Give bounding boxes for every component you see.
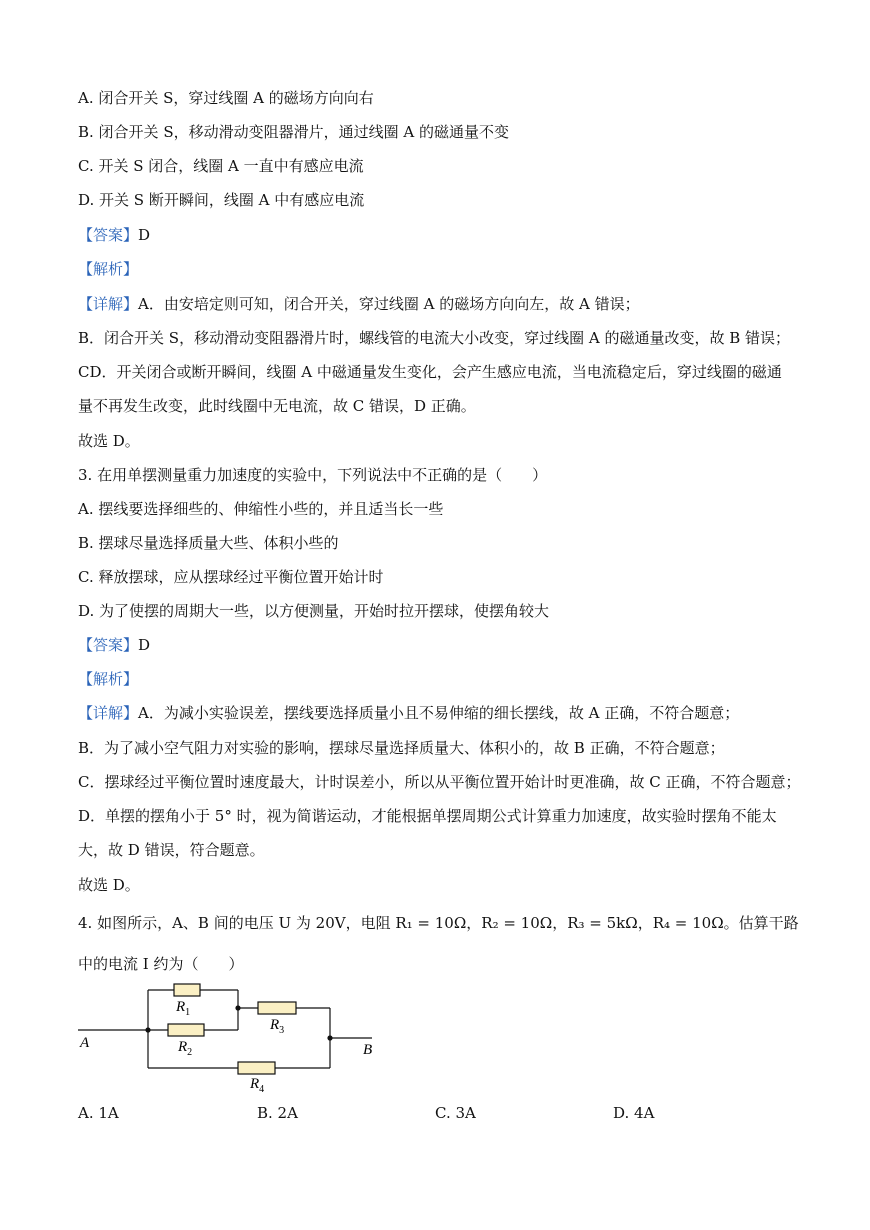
q4-option-a: A. 1A [78,1104,119,1122]
resistor-r3 [258,1002,296,1014]
r4-symbol: R [250,1076,260,1092]
resistor-r1 [174,984,200,996]
r3-subscript: 3 [279,1025,285,1036]
r4-subscript: 4 [259,1084,265,1095]
q3-detail-line: C．摆球经过平衡位置时速度最大，计时误差小，所以从平衡位置开始计时更准确，故 C 正确，不符合题意； [78,773,801,791]
q4-stem-line2: 中的电流 I 约为（ ） [78,955,244,973]
q3-detail-line: 大，故 D 错误，符合题意。 [78,841,265,859]
r2-symbol: R [178,1039,188,1055]
q3-detail-line: B．为了减小空气阻力对实验的影响，摆球尽量选择质量大、体积小的，故 B 正确，不符合题意； [78,739,725,757]
q2-option-d: D. 开关 S 断开瞬间，线圈 A 中有感应电流 [78,191,365,209]
r1-label [175,999,190,1018]
q4-option-c: C. 3A [435,1104,476,1122]
detail-tag: 【详解】 [78,704,139,722]
r2-subscript: 2 [187,1047,193,1058]
q3-option-c: C. 释放摆球，应从摆球经过平衡位置开始计时 [78,568,384,586]
q4-stem-line1: 4. 如图所示，A、B 间的电压 U 为 20V，电阻 R₁ = 10Ω，R₂ = 10Ω，R₃ = 5kΩ，R₄ = 10Ω。估算干路 [78,914,799,932]
answer-value: D [138,636,151,654]
r3-label [269,1017,284,1036]
q2-conclusion: 故选 D。 [78,432,140,450]
r1-subscript: 1 [185,1007,191,1018]
q3-option-d: D. 为了使摆的周期大一些，以方便测量，开始时拉开摆球，使摆角较大 [78,602,550,620]
q2-analysis-tag: 【解析】 [78,260,139,278]
q2-answer [78,225,150,245]
q2-detail-line: B．闭合开关 S，移动滑动变阻器滑片时，螺线管的电流大小改变，穿过线圈 A 的磁通量改变，故 B 错误； [78,329,790,347]
q2-option-a: A. 闭合开关 S，穿过线圈 A 的磁场方向向右 [78,89,374,107]
detail-tag: 【详解】 [78,295,139,313]
q3-detail-line: D．单摆的摆角小于 5° 时，视为简谐运动，才能根据单摆周期公式计算重力加速度，故实验时摆角不能太 [78,807,777,825]
q3-option-a: A. 摆线要选择细些的、伸缩性小些的，并且适当长一些 [78,500,444,518]
junction-dot [327,1035,332,1040]
circuit-wires [78,990,372,1068]
r3-symbol: R [270,1017,280,1033]
q2-option-b: B. 闭合开关 S，移动滑动变阻器滑片，通过线圈 A 的磁通量不变 [78,123,509,141]
answer-tag: 【答案】 [78,636,139,654]
q3-analysis-tag: 【解析】 [78,670,139,688]
r1-symbol: R [176,999,186,1015]
q2-detail-line: CD．开关闭合或断开瞬间，线圈 A 中磁通量发生变化，会产生感应电流，当电流稳定后，穿过线圈的磁通 [78,363,782,381]
circuit-diagram [70,972,390,1098]
q2-detail-line [78,294,640,314]
q2-detail-line: 量不再发生改变，此时线圈中无电流，故 C 错误，D 正确。 [78,397,476,415]
q4-option-b: B. 2A [257,1104,298,1122]
q3-option-b: B. 摆球尽量选择质量大些、体积小些的 [78,534,339,552]
q3-stem: 3. 在用单摆测量重力加速度的实验中，下列说法中不正确的是（ ） [78,466,548,484]
terminal-b-label: B [363,1042,373,1058]
answer-tag: 【答案】 [78,226,139,244]
answer-value: D [138,226,151,244]
q2-option-c: C. 开关 S 闭合，线圈 A 一直中有感应电流 [78,157,364,175]
junction-dot [145,1027,150,1032]
r2-label [177,1039,192,1058]
q4-option-d: D. 4A [613,1104,655,1122]
q3-detail-line [78,703,739,723]
junction-dot [235,1005,240,1010]
r4-label [249,1076,264,1095]
q3-answer [78,635,150,655]
resistor-r2 [168,1024,204,1036]
resistor-r4 [238,1062,275,1074]
q3-conclusion: 故选 D。 [78,876,140,894]
terminal-a-label: A [80,1035,90,1051]
detail-text: A．为减小实验误差，摆线要选择质量小且不易伸缩的细长摆线，故 A 正确，不符合题意； [138,704,740,722]
detail-text: A．由安培定则可知，闭合开关，穿过线圈 A 的磁场方向向左，故 A 错误； [138,295,640,313]
